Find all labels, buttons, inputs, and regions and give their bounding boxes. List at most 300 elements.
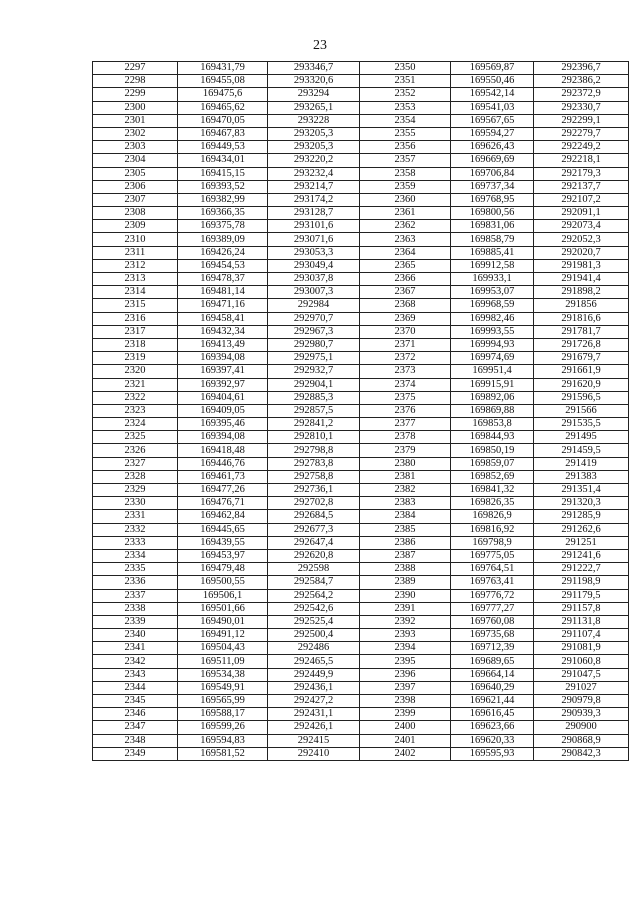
x-coordinate-left-cell: 169549,91: [178, 681, 268, 694]
y-coordinate-right-cell: 291251: [534, 536, 629, 549]
y-coordinate-right-cell: 291535,5: [534, 418, 629, 431]
y-coordinate-left-cell: 293007,3: [268, 286, 360, 299]
x-coordinate-left-cell: 169439,55: [178, 536, 268, 549]
x-coordinate-right-cell: 169798,9: [451, 536, 534, 549]
point-number-right-cell: 2366: [360, 273, 451, 286]
x-coordinate-left-cell: 169506,1: [178, 589, 268, 602]
y-coordinate-right-cell: 291222,7: [534, 563, 629, 576]
y-coordinate-right-cell: 291179,5: [534, 589, 629, 602]
point-number-left-cell: 2309: [93, 220, 178, 233]
x-coordinate-left-cell: 169475,6: [178, 88, 268, 101]
x-coordinate-left-cell: 169394,08: [178, 352, 268, 365]
point-number-left-cell: 2324: [93, 418, 178, 431]
y-coordinate-left-cell: 292410: [268, 747, 360, 760]
point-number-right-cell: 2359: [360, 180, 451, 193]
y-coordinate-right-cell: 290842,3: [534, 747, 629, 760]
table-row: [93, 62, 629, 75]
point-number-right-cell: 2388: [360, 563, 451, 576]
x-coordinate-right-cell: 169640,29: [451, 681, 534, 694]
point-number-right-cell: 2357: [360, 154, 451, 167]
point-number-right-cell: 2386: [360, 536, 451, 549]
x-coordinate-left-cell: 169461,73: [178, 470, 268, 483]
x-coordinate-right-cell: 169616,45: [451, 708, 534, 721]
table-row: [93, 286, 629, 299]
table-row: [93, 668, 629, 681]
y-coordinate-right-cell: 291383: [534, 470, 629, 483]
x-coordinate-right-cell: 169892,06: [451, 391, 534, 404]
y-coordinate-left-cell: 292431,1: [268, 708, 360, 721]
y-coordinate-left-cell: 292449,9: [268, 668, 360, 681]
y-coordinate-right-cell: 291661,9: [534, 365, 629, 378]
y-coordinate-right-cell: 292299,1: [534, 114, 629, 127]
point-number-left-cell: 2304: [93, 154, 178, 167]
point-number-right-cell: 2365: [360, 259, 451, 272]
x-coordinate-left-cell: 169415,15: [178, 167, 268, 180]
x-coordinate-left-cell: 169565,99: [178, 695, 268, 708]
table-row: [93, 497, 629, 510]
table-row: [93, 708, 629, 721]
point-number-right-cell: 2382: [360, 484, 451, 497]
y-coordinate-right-cell: 291241,6: [534, 549, 629, 562]
table-row: [93, 563, 629, 576]
table-row: [93, 655, 629, 668]
x-coordinate-right-cell: 169915,91: [451, 378, 534, 391]
point-number-left-cell: 2346: [93, 708, 178, 721]
y-coordinate-left-cell: 293174,2: [268, 193, 360, 206]
x-coordinate-left-cell: 169500,55: [178, 576, 268, 589]
x-coordinate-right-cell: 169831,06: [451, 220, 534, 233]
y-coordinate-left-cell: 292841,2: [268, 418, 360, 431]
point-number-left-cell: 2299: [93, 88, 178, 101]
x-coordinate-right-cell: 169826,9: [451, 510, 534, 523]
y-coordinate-right-cell: 291679,7: [534, 352, 629, 365]
point-number-right-cell: 2389: [360, 576, 451, 589]
table-row: [93, 233, 629, 246]
x-coordinate-right-cell: 169953,07: [451, 286, 534, 299]
y-coordinate-left-cell: 293294: [268, 88, 360, 101]
y-coordinate-left-cell: 292584,7: [268, 576, 360, 589]
x-coordinate-right-cell: 169912,58: [451, 259, 534, 272]
table-row: [93, 391, 629, 404]
table-row: [93, 365, 629, 378]
point-number-right-cell: 2355: [360, 127, 451, 140]
table-row: [93, 167, 629, 180]
x-coordinate-left-cell: 169581,52: [178, 747, 268, 760]
x-coordinate-right-cell: 169595,93: [451, 747, 534, 760]
x-coordinate-right-cell: 169982,46: [451, 312, 534, 325]
x-coordinate-left-cell: 169453,97: [178, 549, 268, 562]
x-coordinate-left-cell: 169382,99: [178, 193, 268, 206]
table-row: [93, 352, 629, 365]
y-coordinate-left-cell: 292904,1: [268, 378, 360, 391]
point-number-right-cell: 2390: [360, 589, 451, 602]
point-number-right-cell: 2373: [360, 365, 451, 378]
x-coordinate-right-cell: 169542,14: [451, 88, 534, 101]
point-number-right-cell: 2350: [360, 62, 451, 75]
y-coordinate-left-cell: 293214,7: [268, 180, 360, 193]
x-coordinate-right-cell: 169768,95: [451, 193, 534, 206]
y-coordinate-right-cell: 290868,9: [534, 734, 629, 747]
y-coordinate-left-cell: 292415: [268, 734, 360, 747]
x-coordinate-right-cell: 169541,03: [451, 101, 534, 114]
point-number-left-cell: 2333: [93, 536, 178, 549]
table-row: [93, 589, 629, 602]
point-number-left-cell: 2307: [93, 193, 178, 206]
y-coordinate-right-cell: 291898,2: [534, 286, 629, 299]
point-number-right-cell: 2398: [360, 695, 451, 708]
y-coordinate-right-cell: 290979,8: [534, 695, 629, 708]
point-number-right-cell: 2356: [360, 141, 451, 154]
point-number-left-cell: 2297: [93, 62, 178, 75]
x-coordinate-left-cell: 169413,49: [178, 338, 268, 351]
x-coordinate-left-cell: 169588,17: [178, 708, 268, 721]
point-number-left-cell: 2301: [93, 114, 178, 127]
point-number-right-cell: 2371: [360, 338, 451, 351]
x-coordinate-right-cell: 169859,07: [451, 457, 534, 470]
y-coordinate-left-cell: 293049,4: [268, 259, 360, 272]
x-coordinate-left-cell: 169454,53: [178, 259, 268, 272]
coordinates-table-body: [93, 62, 629, 761]
y-coordinate-right-cell: 291981,3: [534, 259, 629, 272]
y-coordinate-left-cell: 292542,6: [268, 602, 360, 615]
x-coordinate-right-cell: 169621,44: [451, 695, 534, 708]
y-coordinate-right-cell: 291320,3: [534, 497, 629, 510]
x-coordinate-left-cell: 169491,12: [178, 629, 268, 642]
point-number-left-cell: 2308: [93, 207, 178, 220]
table-row: [93, 576, 629, 589]
x-coordinate-left-cell: 169366,35: [178, 207, 268, 220]
table-row: [93, 154, 629, 167]
y-coordinate-left-cell: 292810,1: [268, 431, 360, 444]
x-coordinate-left-cell: 169434,01: [178, 154, 268, 167]
x-coordinate-left-cell: 169445,65: [178, 523, 268, 536]
x-coordinate-left-cell: 169462,84: [178, 510, 268, 523]
x-coordinate-left-cell: 169395,46: [178, 418, 268, 431]
x-coordinate-left-cell: 169375,78: [178, 220, 268, 233]
table-row: [93, 259, 629, 272]
point-number-right-cell: 2402: [360, 747, 451, 760]
y-coordinate-right-cell: 291495: [534, 431, 629, 444]
y-coordinate-left-cell: 293265,1: [268, 101, 360, 114]
table-row: [93, 734, 629, 747]
x-coordinate-right-cell: 169620,33: [451, 734, 534, 747]
y-coordinate-left-cell: 292967,3: [268, 325, 360, 338]
point-number-right-cell: 2394: [360, 642, 451, 655]
x-coordinate-right-cell: 169933,1: [451, 273, 534, 286]
table-row: [93, 273, 629, 286]
y-coordinate-right-cell: 291566: [534, 404, 629, 417]
point-number-left-cell: 2343: [93, 668, 178, 681]
point-number-left-cell: 2328: [93, 470, 178, 483]
table-row: [93, 246, 629, 259]
x-coordinate-right-cell: 169776,72: [451, 589, 534, 602]
x-coordinate-right-cell: 169569,87: [451, 62, 534, 75]
x-coordinate-left-cell: 169477,26: [178, 484, 268, 497]
table-row: [93, 695, 629, 708]
y-coordinate-right-cell: 292372,9: [534, 88, 629, 101]
point-number-left-cell: 2298: [93, 75, 178, 88]
x-coordinate-right-cell: 169968,59: [451, 299, 534, 312]
page-number: 23: [313, 38, 327, 53]
x-coordinate-right-cell: 169858,79: [451, 233, 534, 246]
y-coordinate-right-cell: 291285,9: [534, 510, 629, 523]
y-coordinate-left-cell: 292857,5: [268, 404, 360, 417]
table-row: [93, 404, 629, 417]
x-coordinate-left-cell: 169393,52: [178, 180, 268, 193]
x-coordinate-right-cell: 169550,46: [451, 75, 534, 88]
x-coordinate-right-cell: 169844,93: [451, 431, 534, 444]
point-number-right-cell: 2379: [360, 444, 451, 457]
y-coordinate-left-cell: 292783,8: [268, 457, 360, 470]
y-coordinate-left-cell: 292564,2: [268, 589, 360, 602]
y-coordinate-right-cell: 291816,6: [534, 312, 629, 325]
point-number-right-cell: 2377: [360, 418, 451, 431]
x-coordinate-left-cell: 169490,01: [178, 615, 268, 628]
y-coordinate-left-cell: 293232,4: [268, 167, 360, 180]
x-coordinate-left-cell: 169446,76: [178, 457, 268, 470]
x-coordinate-left-cell: 169534,38: [178, 668, 268, 681]
x-coordinate-right-cell: 169852,69: [451, 470, 534, 483]
point-number-left-cell: 2318: [93, 338, 178, 351]
x-coordinate-left-cell: 169432,34: [178, 325, 268, 338]
table-row: [93, 484, 629, 497]
point-number-left-cell: 2319: [93, 352, 178, 365]
y-coordinate-left-cell: 293037,8: [268, 273, 360, 286]
point-number-right-cell: 2393: [360, 629, 451, 642]
y-coordinate-left-cell: 293220,2: [268, 154, 360, 167]
table-row: [93, 338, 629, 351]
point-number-right-cell: 2370: [360, 325, 451, 338]
x-coordinate-right-cell: 169760,08: [451, 615, 534, 628]
y-coordinate-right-cell: 292218,1: [534, 154, 629, 167]
table-row: [93, 510, 629, 523]
x-coordinate-left-cell: 169504,43: [178, 642, 268, 655]
x-coordinate-right-cell: 169567,65: [451, 114, 534, 127]
point-number-left-cell: 2338: [93, 602, 178, 615]
x-coordinate-right-cell: 169706,84: [451, 167, 534, 180]
point-number-left-cell: 2300: [93, 101, 178, 114]
point-number-right-cell: 2378: [360, 431, 451, 444]
y-coordinate-left-cell: 292436,1: [268, 681, 360, 694]
x-coordinate-right-cell: 169763,41: [451, 576, 534, 589]
point-number-left-cell: 2334: [93, 549, 178, 562]
x-coordinate-left-cell: 169404,61: [178, 391, 268, 404]
table-row: [93, 101, 629, 114]
table-row: [93, 207, 629, 220]
x-coordinate-right-cell: 169626,43: [451, 141, 534, 154]
table-row: [93, 457, 629, 470]
x-coordinate-left-cell: 169426,24: [178, 246, 268, 259]
table-row: [93, 681, 629, 694]
point-number-right-cell: 2384: [360, 510, 451, 523]
point-number-left-cell: 2303: [93, 141, 178, 154]
point-number-right-cell: 2385: [360, 523, 451, 536]
point-number-left-cell: 2332: [93, 523, 178, 536]
y-coordinate-left-cell: 292525,4: [268, 615, 360, 628]
x-coordinate-left-cell: 169449,53: [178, 141, 268, 154]
point-number-right-cell: 2396: [360, 668, 451, 681]
y-coordinate-left-cell: 293346,7: [268, 62, 360, 75]
coordinates-table: [92, 61, 629, 761]
table-row: [93, 523, 629, 536]
point-number-right-cell: 2358: [360, 167, 451, 180]
table-row: [93, 141, 629, 154]
point-number-right-cell: 2387: [360, 549, 451, 562]
table-row: [93, 602, 629, 615]
x-coordinate-left-cell: 169476,71: [178, 497, 268, 510]
y-coordinate-left-cell: 292620,8: [268, 549, 360, 562]
x-coordinate-left-cell: 169458,41: [178, 312, 268, 325]
point-number-right-cell: 2352: [360, 88, 451, 101]
point-number-left-cell: 2335: [93, 563, 178, 576]
x-coordinate-right-cell: 169841,32: [451, 484, 534, 497]
point-number-right-cell: 2351: [360, 75, 451, 88]
point-number-left-cell: 2325: [93, 431, 178, 444]
table-row: [93, 549, 629, 562]
x-coordinate-left-cell: 169467,83: [178, 127, 268, 140]
point-number-left-cell: 2336: [93, 576, 178, 589]
y-coordinate-right-cell: 292091,1: [534, 207, 629, 220]
y-coordinate-right-cell: 291419: [534, 457, 629, 470]
point-number-left-cell: 2321: [93, 378, 178, 391]
point-number-right-cell: 2364: [360, 246, 451, 259]
x-coordinate-left-cell: 169394,08: [178, 431, 268, 444]
x-coordinate-right-cell: 169800,56: [451, 207, 534, 220]
y-coordinate-left-cell: 292980,7: [268, 338, 360, 351]
point-number-left-cell: 2323: [93, 404, 178, 417]
table-row: [93, 418, 629, 431]
table-row: [93, 193, 629, 206]
x-coordinate-right-cell: 169777,27: [451, 602, 534, 615]
y-coordinate-right-cell: 292249,2: [534, 141, 629, 154]
point-number-right-cell: 2376: [360, 404, 451, 417]
point-number-right-cell: 2361: [360, 207, 451, 220]
point-number-left-cell: 2320: [93, 365, 178, 378]
y-coordinate-right-cell: 291198,9: [534, 576, 629, 589]
y-coordinate-left-cell: 292677,3: [268, 523, 360, 536]
y-coordinate-right-cell: 292107,2: [534, 193, 629, 206]
x-coordinate-left-cell: 169481,14: [178, 286, 268, 299]
x-coordinate-right-cell: 169737,34: [451, 180, 534, 193]
point-number-left-cell: 2302: [93, 127, 178, 140]
y-coordinate-right-cell: 290939,3: [534, 708, 629, 721]
point-number-right-cell: 2401: [360, 734, 451, 747]
table-row: [93, 114, 629, 127]
point-number-right-cell: 2375: [360, 391, 451, 404]
y-coordinate-right-cell: 291726,8: [534, 338, 629, 351]
y-coordinate-right-cell: 292386,2: [534, 75, 629, 88]
y-coordinate-left-cell: 293205,3: [268, 127, 360, 140]
x-coordinate-left-cell: 169501,66: [178, 602, 268, 615]
point-number-left-cell: 2311: [93, 246, 178, 259]
y-coordinate-right-cell: 292020,7: [534, 246, 629, 259]
point-number-right-cell: 2372: [360, 352, 451, 365]
point-number-left-cell: 2349: [93, 747, 178, 760]
point-number-left-cell: 2316: [93, 312, 178, 325]
table-row: [93, 127, 629, 140]
point-number-left-cell: 2322: [93, 391, 178, 404]
y-coordinate-right-cell: 291856: [534, 299, 629, 312]
point-number-right-cell: 2380: [360, 457, 451, 470]
y-coordinate-left-cell: 292984: [268, 299, 360, 312]
y-coordinate-left-cell: 292500,4: [268, 629, 360, 642]
point-number-left-cell: 2329: [93, 484, 178, 497]
x-coordinate-left-cell: 169397,41: [178, 365, 268, 378]
table-row: [93, 629, 629, 642]
y-coordinate-left-cell: 292885,3: [268, 391, 360, 404]
point-number-right-cell: 2397: [360, 681, 451, 694]
x-coordinate-left-cell: 169599,26: [178, 721, 268, 734]
point-number-right-cell: 2360: [360, 193, 451, 206]
point-number-left-cell: 2326: [93, 444, 178, 457]
y-coordinate-right-cell: 291047,5: [534, 668, 629, 681]
x-coordinate-left-cell: 169389,09: [178, 233, 268, 246]
y-coordinate-right-cell: 292137,7: [534, 180, 629, 193]
y-coordinate-right-cell: 292052,3: [534, 233, 629, 246]
point-number-right-cell: 2367: [360, 286, 451, 299]
x-coordinate-right-cell: 169775,05: [451, 549, 534, 562]
y-coordinate-right-cell: 291620,9: [534, 378, 629, 391]
table-row: [93, 615, 629, 628]
y-coordinate-right-cell: 291781,7: [534, 325, 629, 338]
point-number-right-cell: 2369: [360, 312, 451, 325]
point-number-right-cell: 2381: [360, 470, 451, 483]
y-coordinate-right-cell: 291081,9: [534, 642, 629, 655]
table-row: [93, 747, 629, 760]
x-coordinate-right-cell: 169853,8: [451, 418, 534, 431]
x-coordinate-right-cell: 169994,93: [451, 338, 534, 351]
point-number-right-cell: 2374: [360, 378, 451, 391]
x-coordinate-right-cell: 169951,4: [451, 365, 534, 378]
point-number-right-cell: 2400: [360, 721, 451, 734]
table-row: [93, 536, 629, 549]
x-coordinate-right-cell: 169664,14: [451, 668, 534, 681]
y-coordinate-right-cell: 290900: [534, 721, 629, 734]
y-coordinate-left-cell: 292702,8: [268, 497, 360, 510]
point-number-left-cell: 2337: [93, 589, 178, 602]
y-coordinate-left-cell: 292598: [268, 563, 360, 576]
point-number-left-cell: 2341: [93, 642, 178, 655]
table-row: [93, 470, 629, 483]
x-coordinate-left-cell: 169392,97: [178, 378, 268, 391]
y-coordinate-left-cell: 292647,4: [268, 536, 360, 549]
x-coordinate-right-cell: 169669,69: [451, 154, 534, 167]
point-number-right-cell: 2362: [360, 220, 451, 233]
x-coordinate-right-cell: 169885,41: [451, 246, 534, 259]
table-row: [93, 378, 629, 391]
point-number-left-cell: 2342: [93, 655, 178, 668]
y-coordinate-right-cell: 291262,6: [534, 523, 629, 536]
y-coordinate-right-cell: 292073,4: [534, 220, 629, 233]
y-coordinate-right-cell: 292396,7: [534, 62, 629, 75]
y-coordinate-right-cell: 292279,7: [534, 127, 629, 140]
y-coordinate-left-cell: 292736,1: [268, 484, 360, 497]
point-number-left-cell: 2345: [93, 695, 178, 708]
point-number-right-cell: 2399: [360, 708, 451, 721]
point-number-left-cell: 2306: [93, 180, 178, 193]
y-coordinate-left-cell: 293053,3: [268, 246, 360, 259]
x-coordinate-left-cell: 169431,79: [178, 62, 268, 75]
x-coordinate-right-cell: 169974,69: [451, 352, 534, 365]
x-coordinate-right-cell: 169594,27: [451, 127, 534, 140]
y-coordinate-left-cell: 292798,8: [268, 444, 360, 457]
table-row: [93, 88, 629, 101]
y-coordinate-left-cell: 293320,6: [268, 75, 360, 88]
y-coordinate-right-cell: 291459,5: [534, 444, 629, 457]
point-number-left-cell: 2312: [93, 259, 178, 272]
y-coordinate-left-cell: 293228: [268, 114, 360, 127]
x-coordinate-right-cell: 169826,35: [451, 497, 534, 510]
